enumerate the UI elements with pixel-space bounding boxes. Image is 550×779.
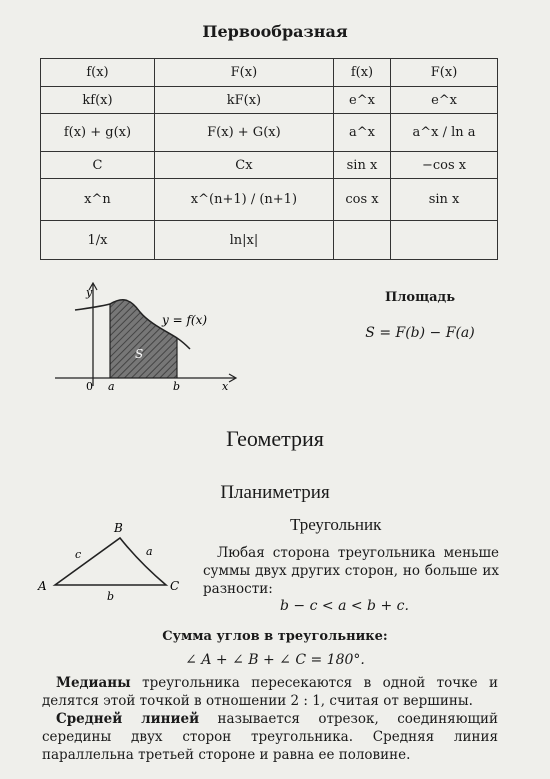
- antiderivative-table: [40, 58, 498, 260]
- table-cell: [333, 221, 390, 260]
- table-cell: sin x: [333, 152, 390, 179]
- table-cell: kf(x): [41, 87, 155, 114]
- triangle-title: Треугольник: [290, 515, 382, 534]
- curve-label: y = f(x): [162, 313, 208, 327]
- medians-term: Медианы: [56, 675, 131, 691]
- table-cell: a^x / ln a: [391, 114, 498, 152]
- table-row: [41, 114, 498, 152]
- table-cell: e^x: [333, 87, 390, 114]
- midline-paragraph: [42, 710, 498, 764]
- table-row: [41, 179, 498, 221]
- angle-sum-formula: ∠ A + ∠ B + ∠ C = 180°.: [185, 652, 365, 668]
- a-label: a: [108, 380, 115, 393]
- table-cell: sin x: [391, 179, 498, 221]
- area-title: Площадь: [384, 290, 456, 305]
- geometry-title: Геометрия: [226, 426, 324, 451]
- table-header-row: [41, 59, 498, 87]
- triangle-diagram: [30, 518, 190, 608]
- table-row: [41, 87, 498, 114]
- table-cell: 1/x: [41, 221, 155, 260]
- region-label: S: [135, 347, 144, 361]
- area-graph: [50, 282, 240, 394]
- table-cell: C: [41, 152, 155, 179]
- side-a-label: a: [146, 545, 153, 558]
- table-cell: kF(x): [154, 87, 333, 114]
- triangle-inequality: b − c < a < b + c.: [280, 598, 409, 614]
- vertex-c: C: [170, 579, 180, 593]
- table-cell: f(x) + g(x): [41, 114, 155, 152]
- b-label: b: [173, 380, 181, 393]
- side-b-label: b: [107, 590, 115, 603]
- table-cell: e^x: [391, 87, 498, 114]
- vertex-b: B: [114, 521, 123, 535]
- table-header-cell: F(x): [391, 59, 498, 87]
- table-row: [41, 152, 498, 179]
- table-cell: a^x: [333, 114, 390, 152]
- medians-paragraph: [42, 674, 498, 710]
- table-row: [41, 221, 498, 260]
- table-header-cell: f(x): [333, 59, 390, 87]
- midline-text: называется отрезок, соединяющий середины двух сторон треугольника. Средняя линия параллельна третьей стороне и равна ее половине.: [42, 711, 498, 763]
- table-header-cell: F(x): [154, 59, 333, 87]
- table-cell: ln|x|: [154, 221, 333, 260]
- midline-term: Средней линией: [56, 711, 200, 727]
- side-c-label: c: [75, 548, 82, 561]
- y-axis-label: y: [86, 286, 93, 299]
- area-region: [110, 300, 177, 378]
- planimetry-title: Планиметрия: [220, 482, 330, 503]
- angle-sum-title: Сумма углов в треугольнике:: [162, 629, 388, 644]
- table-cell: cos x: [333, 179, 390, 221]
- area-formula: S = F(b) − F(a): [365, 325, 475, 341]
- table-cell: −cos x: [391, 152, 498, 179]
- origin-label: 0: [86, 380, 93, 393]
- antiderivative-title: Первообразная: [202, 22, 348, 41]
- vertex-a: A: [38, 579, 47, 593]
- table-cell: F(x) + G(x): [154, 114, 333, 152]
- table-cell: Cx: [154, 152, 333, 179]
- x-axis-label: x: [222, 380, 229, 393]
- table-header-cell: f(x): [41, 59, 155, 87]
- triangle-text: Любая сторона треугольника меньше суммы двух других сторон, но больше их разности:: [203, 545, 499, 597]
- table-cell: x^n: [41, 179, 155, 221]
- table-cell: [391, 221, 498, 260]
- medians-text: треугольника пересекаются в одной точке и делятся этой точкой в отношении 2 : 1, считая от вершины.: [42, 675, 498, 709]
- table-cell: x^(n+1) / (n+1): [154, 179, 333, 221]
